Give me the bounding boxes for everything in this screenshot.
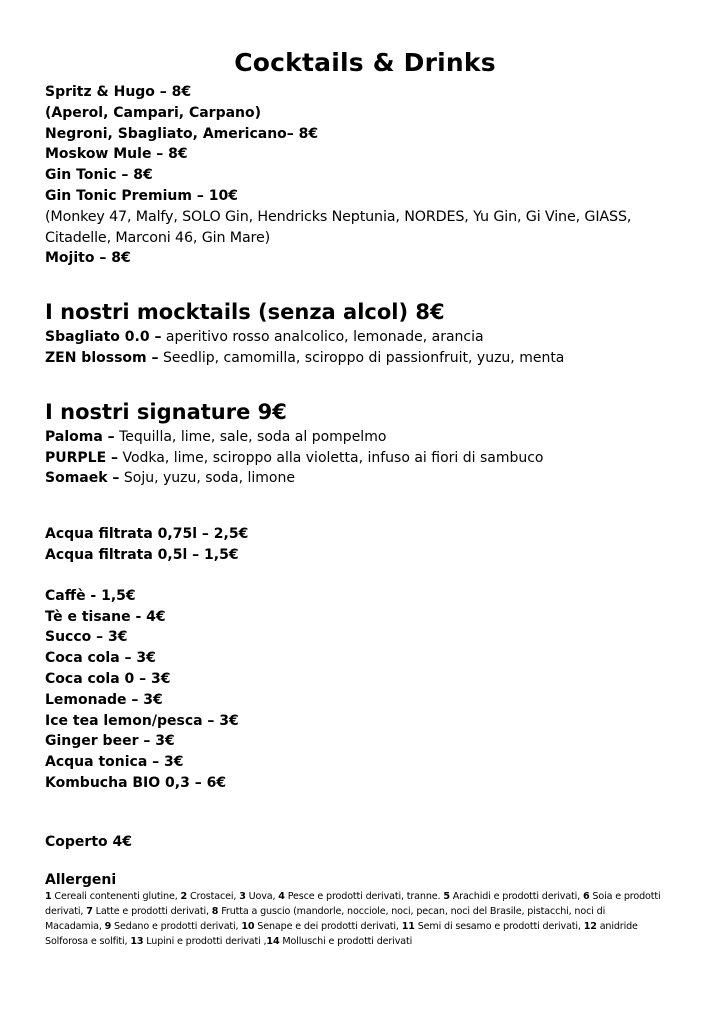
allergen-text: Crostacei, [187,890,240,902]
item-name: Sbagliato 0.0 – [45,329,162,346]
item-name: Paloma – [45,428,115,445]
allergen-text: Latte e prodotti derivati, [92,905,212,917]
allergen-text: anidride Solforosa e solfiti, [45,920,638,947]
allergen-text: Semi di sesamo e prodotti derivati, [414,920,584,932]
allergen-number: 8 [211,905,219,917]
drink-item: Acqua tonica – 3€ [45,754,184,771]
allergen-number: 13 [130,935,144,947]
allergeni-list [45,889,663,949]
drink-item: Kombucha BIO 0,3 – 6€ [45,774,227,791]
allergen-number: 10 [241,920,255,932]
signature-heading: I nostri signature 9€ [45,399,287,424]
item-desc: Soju, yuzu, soda, limone [119,470,295,487]
drink-item: Succo – 3€ [45,629,128,646]
allergen-number: 3 [239,890,246,902]
item-name: ZEN blossom – [45,349,159,366]
coperto: Coperto 4€ [45,833,132,850]
item-desc: Tequilla, lime, sale, soda al pompelmo [114,428,387,445]
item-desc: aperitivo rosso analcolico, lemonade, arancia [161,329,484,346]
page-title: Cocktails & Drinks [234,48,496,77]
menu-item-gin-tonic: Gin Tonic – 8€ [45,167,153,184]
allergen-number: 14 [266,935,280,947]
signature-item [45,427,685,448]
allergen-number: 7 [86,905,93,917]
water-item: Acqua filtrata 0,5l – 1,5€ [45,546,239,563]
allergeni-title: Allergeni [45,871,117,888]
allergen-text: Soia e prodotti derivati, [45,890,661,917]
allergen-text: Senape e dei prodotti derivati, [254,920,402,932]
menu-item-negroni: Negroni, Sbagliato, Americano– 8€ [45,125,319,142]
item-desc: Seedlip, camomilla, sciroppo di passionfruit, yuzu, menta [158,349,565,366]
mocktail-item [45,348,685,369]
allergen-number: 4 [278,890,285,902]
drink-item: Ice tea lemon/pesca – 3€ [45,712,239,729]
drink-item: Tè e tisane - 4€ [45,608,166,625]
menu-item-gin-tonic-premium: Gin Tonic Premium – 10€ [45,187,238,204]
allergen-number: 6 [582,890,590,902]
allergen-number: 1 [45,890,52,902]
item-desc: Vodka, lime, sciroppo alla violetta, infuso ai fiori di sambuco [118,449,544,466]
allergen-number: 11 [401,920,415,932]
drink-item: Ginger beer – 3€ [45,733,175,750]
mocktails-list [45,327,685,369]
water-list [45,524,685,566]
allergen-text: Lupini e prodotti derivati , [143,935,267,947]
allergen-number: 9 [104,920,112,932]
item-name: PURPLE – [45,449,119,466]
allergen-text: Arachidi e prodotti derivati, [449,890,583,902]
signature-item [45,448,685,469]
allergen-text: Frutta a guscio (mandorle, nocciole, noci, pecan, noci del Brasile, pistacchi, noci di Macadamia, [45,905,606,932]
allergen-text: Pesce e prodotti derivati, tranne. [284,890,444,902]
drink-item: Coca cola 0 – 3€ [45,670,171,687]
allergen-number: 5 [443,890,450,902]
signature-item [45,468,685,489]
cocktails-list [45,82,685,269]
drink-item: Lemonade – 3€ [45,691,163,708]
water-item: Acqua filtrata 0,75l – 2,5€ [45,526,249,543]
menu-item-moskow-mule: Moskow Mule – 8€ [45,146,188,163]
menu-item-mojito: Mojito – 8€ [45,250,131,267]
drinks-list [45,586,685,794]
allergen-text: Molluschi e prodotti derivati [279,935,413,947]
allergen-text: Sedano e prodotti derivati, [111,920,242,932]
menu-item-spritz: Spritz & Hugo – 8€ [45,84,192,100]
gin-list: (Monkey 47, Malfy, SOLO Gin, Hendricks Neptunia, NORDES, Yu Gin, Gi Vine, GIASS, Citadelle, Marconi 46, Gin Mare) [45,208,632,246]
signature-list [45,427,685,489]
menu-page [45,47,685,949]
drink-item: Caffè - 1,5€ [45,587,136,604]
drink-item: Coca cola – 3€ [45,650,156,667]
allergen-text: Cereali contenenti glutine, [51,890,181,902]
item-name: Somaek – [45,470,120,487]
allergen-number: 2 [180,890,188,902]
menu-item-spritz-note: (Aperol, Campari, Carpano) [45,104,262,121]
mocktails-heading: I nostri mocktails (senza alcol) 8€ [45,300,445,325]
allergen-text: Uova, [245,890,279,902]
allergen-number: 12 [583,920,597,932]
mocktail-item [45,327,685,348]
